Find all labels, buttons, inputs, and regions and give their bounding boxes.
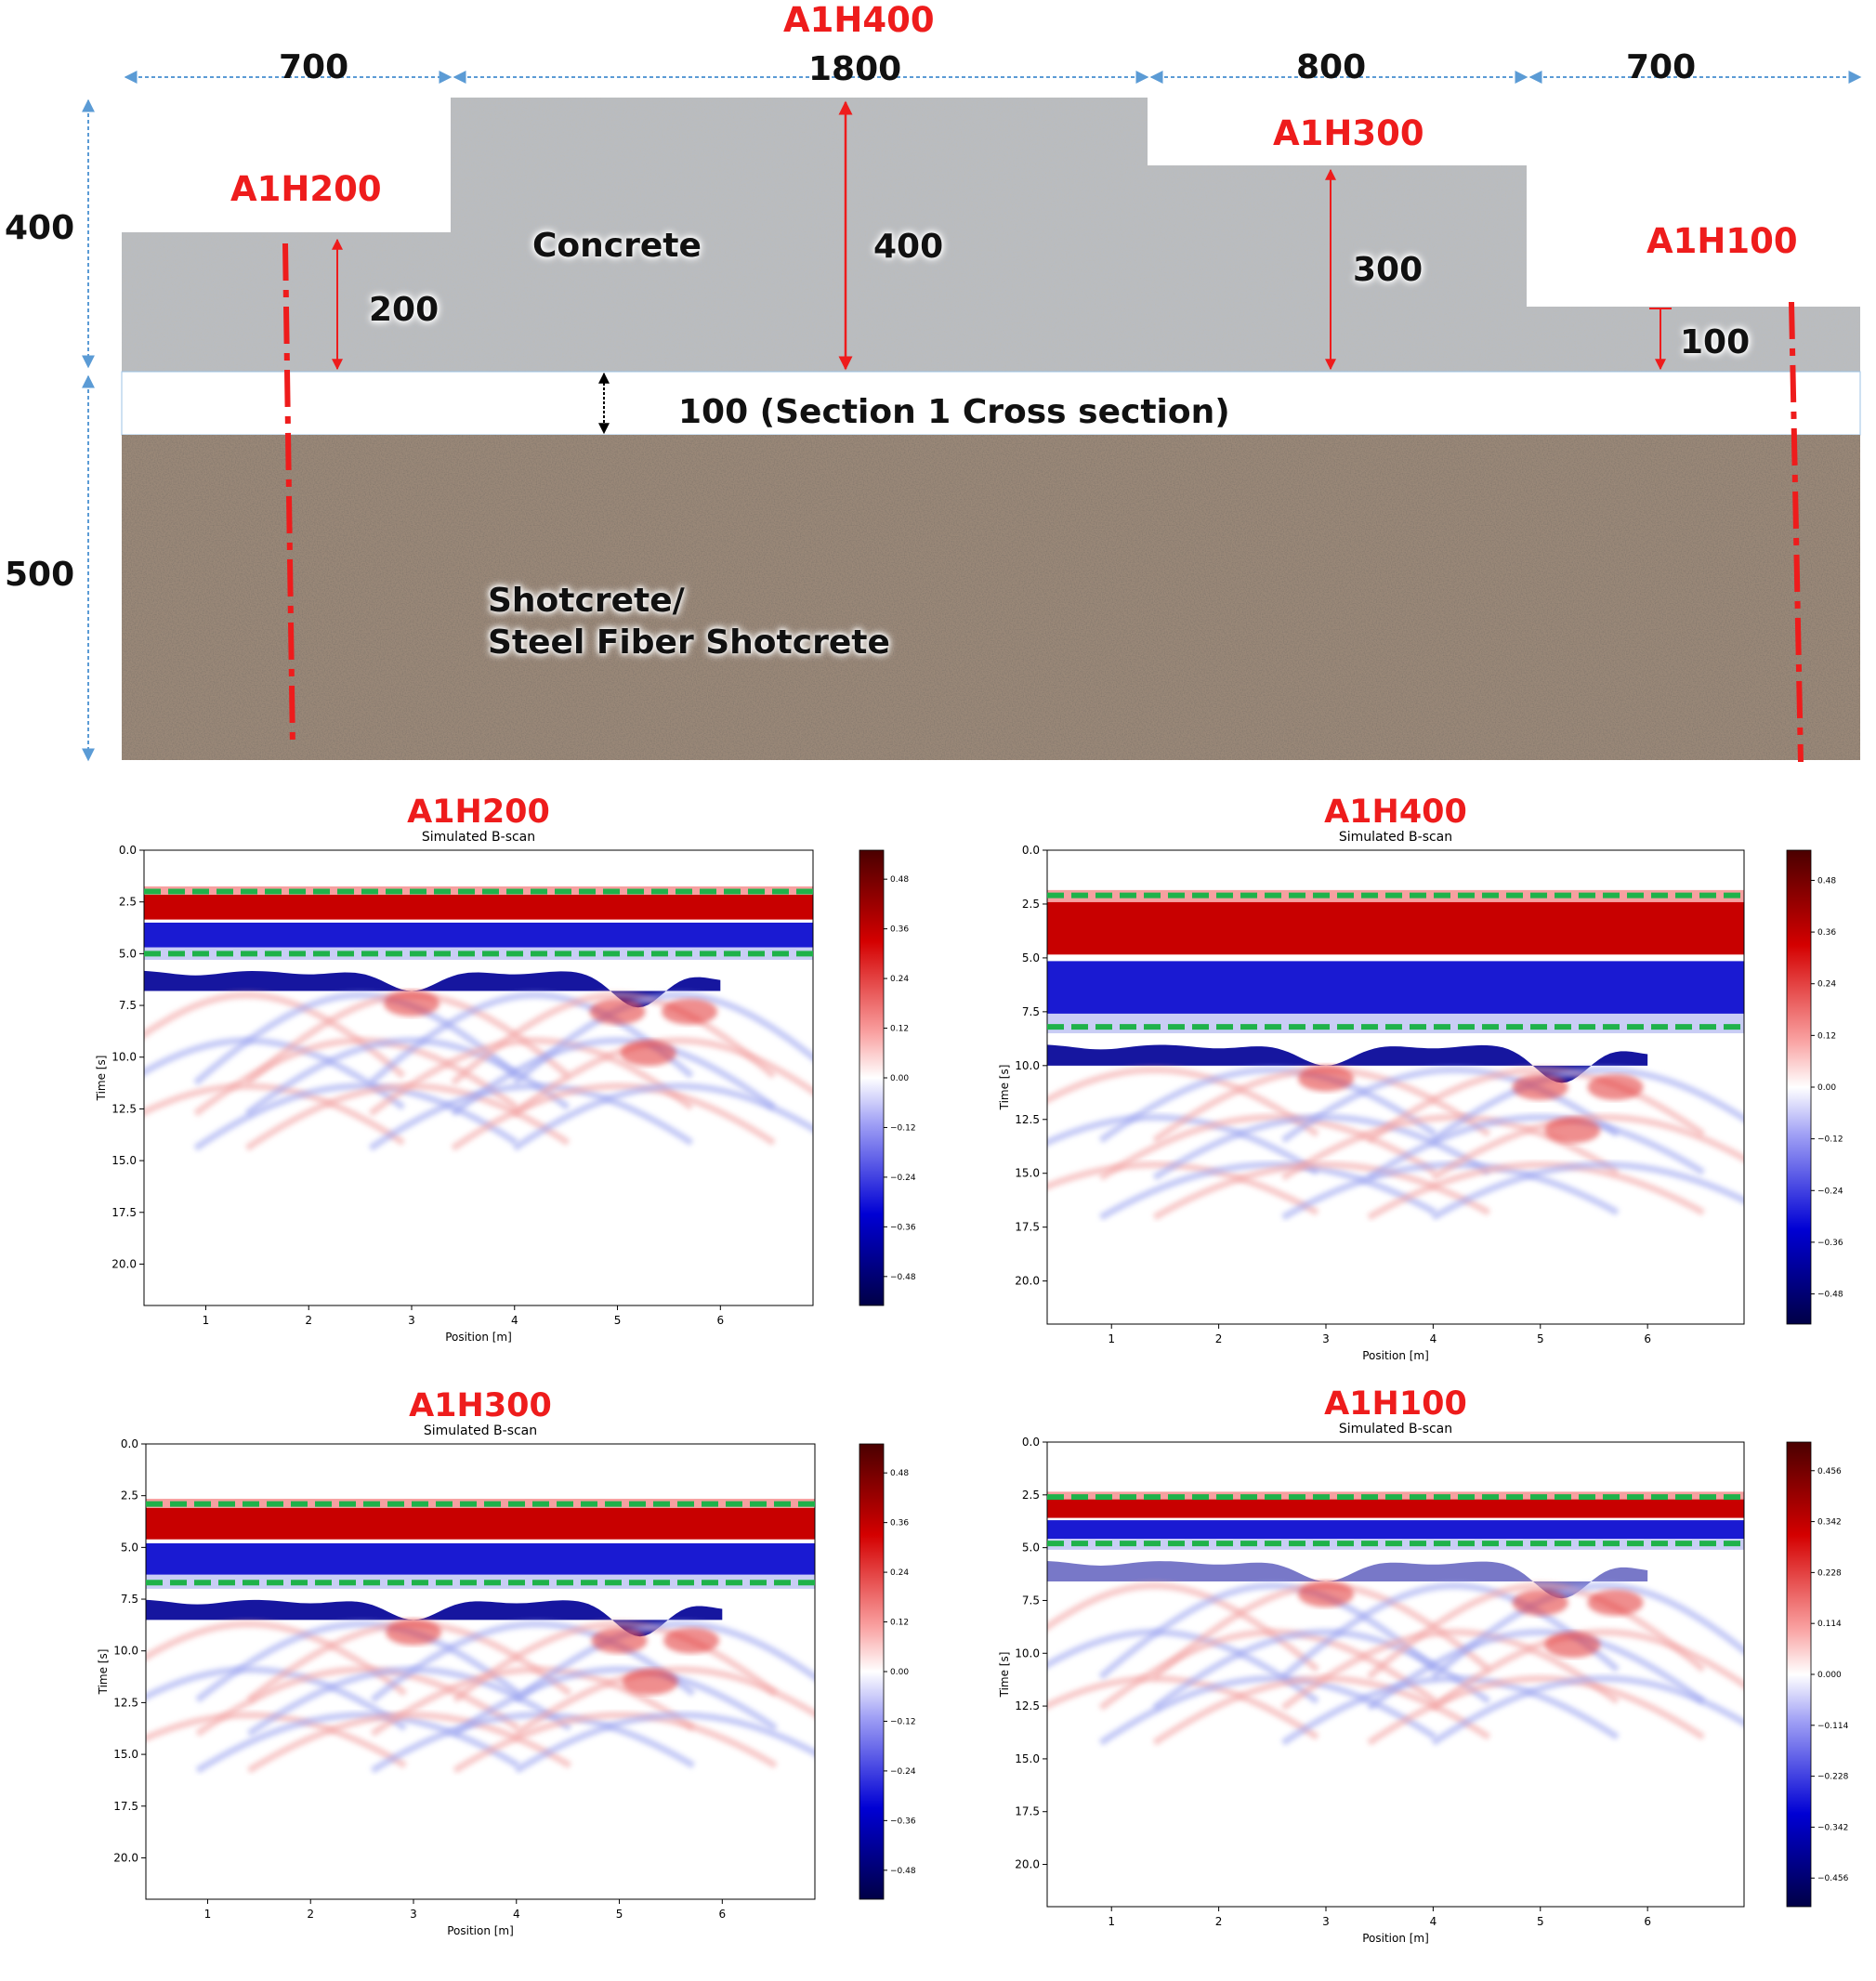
x-tick-label: 2 [1214, 1915, 1223, 1928]
diffraction-highlight [1298, 1066, 1354, 1092]
label-a1h100: A1H100 [1646, 221, 1798, 261]
bscan-panel-a1h200 [88, 790, 980, 1384]
x-tick-label: 5 [1536, 1332, 1544, 1345]
diffraction-highlight [663, 1628, 719, 1654]
y-tick-label: 7.5 [120, 1593, 138, 1607]
direct-wave-red [144, 895, 813, 920]
x-tick-label: 2 [307, 1908, 315, 1921]
y-tick-label: 5.0 [1021, 951, 1040, 964]
x-tick-label: 5 [615, 1908, 623, 1921]
colorbar-tick-label: −0.48 [890, 1272, 916, 1282]
colorbar-tick-label: 0.48 [1817, 876, 1837, 886]
y-tick-label: 20.0 [113, 1851, 138, 1865]
y-tick-label: 5.0 [1021, 1541, 1040, 1555]
colorbar-tick-label: −0.24 [1817, 1187, 1843, 1197]
x-tick-label: 4 [510, 1314, 518, 1327]
y-tick-label: 12.5 [1015, 1699, 1040, 1713]
cross-section-svg [0, 0, 1876, 771]
diffraction-highlight [386, 1620, 441, 1646]
chart-title: Simulated B-scan [421, 830, 536, 845]
direct-wave-red [1047, 1500, 1744, 1518]
colorbar-tick-label: −0.114 [1817, 1721, 1849, 1731]
diffraction-highlight [662, 999, 717, 1025]
y-tick-label: 0.0 [120, 1437, 138, 1450]
y-tick-label: 2.5 [120, 1489, 138, 1502]
colorbar-tick-label: 0.00 [1817, 1083, 1837, 1093]
y-tick-label: 17.5 [1015, 1220, 1040, 1234]
x-tick-label: 5 [1536, 1915, 1544, 1928]
direct-wave-blue [146, 1543, 815, 1575]
colorbar-tick-label: −0.24 [890, 1766, 916, 1777]
y-tick-label: 0.0 [1021, 1436, 1040, 1449]
colorbar-tick-label: −0.36 [1817, 1238, 1843, 1248]
colorbar-tick-label: 0.36 [1817, 928, 1837, 938]
colorbar [1787, 1442, 1811, 1907]
colorbar-tick-label: 0.24 [890, 1568, 910, 1579]
y-tick-label: 12.5 [1015, 1112, 1040, 1126]
label-a1h400: A1H400 [783, 0, 935, 40]
colorbar-tick-label: 0.12 [890, 1024, 910, 1034]
concrete-texture [122, 98, 1860, 372]
chart-title: Simulated B-scan [1338, 830, 1453, 845]
y-tick-label: 17.5 [1015, 1804, 1040, 1818]
bscan-svg [994, 790, 1876, 1384]
colorbar-tick-label: −0.12 [890, 1123, 916, 1134]
chart-title: Simulated B-scan [423, 1423, 538, 1438]
colorbar-tick-label: −0.36 [890, 1817, 916, 1827]
diffraction-highlight [1513, 1074, 1568, 1100]
colorbar-tick-label: −0.342 [1817, 1823, 1849, 1833]
diffraction-highlight [1513, 1590, 1568, 1616]
colorbar-tick-label: 0.114 [1817, 1620, 1842, 1630]
diffraction-highlight [590, 999, 646, 1025]
y-tick-label: 15.0 [1015, 1166, 1040, 1180]
bscan-svg [994, 1386, 1876, 1981]
x-tick-label: 6 [716, 1314, 725, 1327]
colorbar-tick-label: 0.12 [890, 1618, 910, 1628]
colorbar-tick-label: −0.48 [1817, 1290, 1843, 1300]
label-gap: 100 (Section 1 Cross section) [678, 393, 1230, 431]
panel-label: A1H400 [1324, 794, 1467, 831]
y-tick-label: 7.5 [1021, 1004, 1040, 1018]
x-tick-label: 6 [1644, 1915, 1651, 1928]
y-tick-label: 17.5 [112, 1205, 137, 1219]
colorbar-tick-label: 0.456 [1817, 1466, 1842, 1476]
y-tick-label: 2.5 [118, 895, 137, 909]
colorbar-tick-label: 0.000 [1817, 1671, 1842, 1680]
shotcrete-texture [122, 435, 1860, 760]
colorbar [1787, 850, 1811, 1324]
x-axis-label: Position [m] [1362, 1932, 1429, 1945]
x-tick-label: 1 [1108, 1915, 1116, 1928]
x-tick-label: 3 [410, 1908, 417, 1921]
colorbar-tick-label: 0.342 [1817, 1517, 1842, 1528]
height-label-400: 400 [873, 228, 944, 266]
direct-wave-red [1047, 902, 1744, 955]
y-tick-label: 7.5 [1021, 1594, 1040, 1607]
y-tick-label: 2.5 [1021, 897, 1040, 911]
y-axis-label: Time [s] [97, 1648, 110, 1695]
label-a1h300: A1H300 [1273, 113, 1424, 153]
colorbar-tick-label: 0.24 [890, 975, 910, 985]
x-tick-label: 2 [305, 1314, 313, 1327]
colorbar-tick-label: −0.36 [890, 1223, 916, 1233]
dim-label-500-left: 500 [5, 556, 75, 594]
diffraction-highlight [1544, 1117, 1600, 1143]
x-tick-label: 3 [1322, 1332, 1330, 1345]
height-label-300: 300 [1353, 251, 1423, 289]
direct-wave-red [146, 1508, 815, 1540]
direct-wave-blue-fade [1047, 1014, 1744, 1033]
label-concrete: Concrete [532, 227, 702, 265]
bscan-panel-a1h400 [994, 790, 1876, 1384]
y-tick-label: 20.0 [1015, 1857, 1040, 1871]
colorbar-tick-label: −0.228 [1817, 1772, 1849, 1782]
x-tick-label: 1 [203, 1908, 212, 1921]
diffraction-highlight [621, 1040, 676, 1066]
colorbar-tick-label: 0.36 [890, 925, 910, 935]
y-tick-label: 5.0 [120, 1541, 138, 1555]
x-tick-label: 1 [1108, 1332, 1116, 1345]
x-tick-label: 6 [1644, 1332, 1651, 1345]
colorbar [859, 1444, 884, 1899]
diffraction-highlight [1588, 1074, 1644, 1100]
bscan-panel-a1h300 [88, 1386, 980, 1981]
dim-label-700-left: 700 [279, 48, 349, 86]
bscan-svg [88, 1386, 980, 1981]
colorbar-tick-label: 0.24 [1817, 979, 1837, 990]
y-tick-label: 17.5 [113, 1799, 138, 1813]
label-a1h200: A1H200 [230, 169, 382, 209]
x-tick-label: 5 [613, 1314, 622, 1327]
diffraction-highlight [1298, 1581, 1354, 1607]
colorbar-tick-label: 0.48 [890, 1469, 910, 1479]
diffraction-highlight [592, 1628, 648, 1654]
direct-wave-blue [1047, 1520, 1744, 1539]
x-tick-label: 3 [1322, 1915, 1330, 1928]
x-tick-label: 4 [1429, 1915, 1437, 1928]
bscan-svg [88, 790, 980, 1384]
y-tick-label: 10.0 [1015, 1058, 1040, 1072]
y-tick-label: 5.0 [118, 947, 137, 961]
colorbar [859, 850, 884, 1305]
y-tick-label: 7.5 [118, 999, 137, 1013]
label-shotcrete-line2: Steel Fiber Shotcrete [488, 623, 890, 662]
y-tick-label: 10.0 [112, 1050, 137, 1064]
y-tick-label: 10.0 [1015, 1646, 1040, 1660]
y-tick-label: 15.0 [112, 1154, 137, 1168]
x-tick-label: 6 [718, 1908, 727, 1921]
dim-label-400-left: 400 [5, 209, 75, 247]
x-axis-label: Position [m] [445, 1331, 512, 1344]
panel-label: A1H200 [407, 794, 550, 831]
colorbar-tick-label: −0.12 [890, 1717, 916, 1727]
dim-label-1800: 1800 [808, 50, 902, 88]
height-label-100: 100 [1680, 323, 1751, 361]
colorbar-tick-label: 0.12 [1817, 1031, 1837, 1042]
x-axis-label: Position [m] [447, 1924, 514, 1937]
x-tick-label: 3 [408, 1314, 415, 1327]
y-tick-label: 15.0 [113, 1748, 138, 1762]
diffraction-highlight [623, 1669, 678, 1695]
x-tick-label: 4 [1429, 1332, 1437, 1345]
colorbar-tick-label: 0.228 [1817, 1568, 1842, 1579]
dim-label-800: 800 [1296, 48, 1367, 86]
bscan-panel-a1h100 [994, 1386, 1876, 1981]
diffraction-highlight [1544, 1632, 1600, 1658]
direct-wave-blue [144, 923, 813, 948]
y-tick-label: 15.0 [1015, 1751, 1040, 1765]
y-tick-label: 2.5 [1021, 1488, 1040, 1502]
y-tick-label: 20.0 [1015, 1274, 1040, 1288]
colorbar-tick-label: 0.00 [890, 1668, 910, 1677]
label-shotcrete-line1: Shotcrete/ [488, 582, 685, 620]
y-tick-label: 12.5 [112, 1102, 137, 1116]
colorbar-tick-label: −0.12 [1817, 1135, 1843, 1145]
x-tick-label: 1 [202, 1314, 210, 1327]
colorbar-tick-label: 0.36 [890, 1518, 910, 1528]
y-axis-label: Time [s] [95, 1055, 108, 1101]
x-axis-label: Position [m] [1362, 1349, 1429, 1362]
x-tick-label: 2 [1214, 1332, 1223, 1345]
y-tick-label: 12.5 [113, 1696, 138, 1710]
y-axis-label: Time [s] [998, 1064, 1011, 1110]
colorbar-tick-label: −0.24 [890, 1173, 916, 1183]
direct-wave-blue [1047, 961, 1744, 1014]
x-tick-label: 4 [512, 1908, 520, 1921]
y-tick-label: 0.0 [1021, 844, 1040, 857]
chart-title: Simulated B-scan [1338, 1422, 1453, 1437]
panel-label: A1H100 [1324, 1386, 1467, 1423]
panel-label: A1H300 [409, 1387, 552, 1424]
colorbar-tick-label: −0.48 [890, 1866, 916, 1876]
colorbar-tick-label: 0.00 [890, 1074, 910, 1083]
y-axis-label: Time [s] [998, 1651, 1011, 1698]
diffraction-highlight [384, 990, 439, 1017]
y-tick-label: 0.0 [118, 844, 137, 857]
colorbar-tick-label: −0.456 [1817, 1874, 1849, 1884]
y-tick-label: 10.0 [113, 1644, 138, 1658]
diffraction-highlight [1588, 1590, 1644, 1616]
y-tick-label: 20.0 [112, 1257, 137, 1271]
height-label-200: 200 [369, 291, 439, 329]
colorbar-tick-label: 0.48 [890, 875, 910, 886]
dim-label-700-right: 700 [1626, 48, 1697, 86]
cross-section-diagram [0, 0, 1876, 771]
